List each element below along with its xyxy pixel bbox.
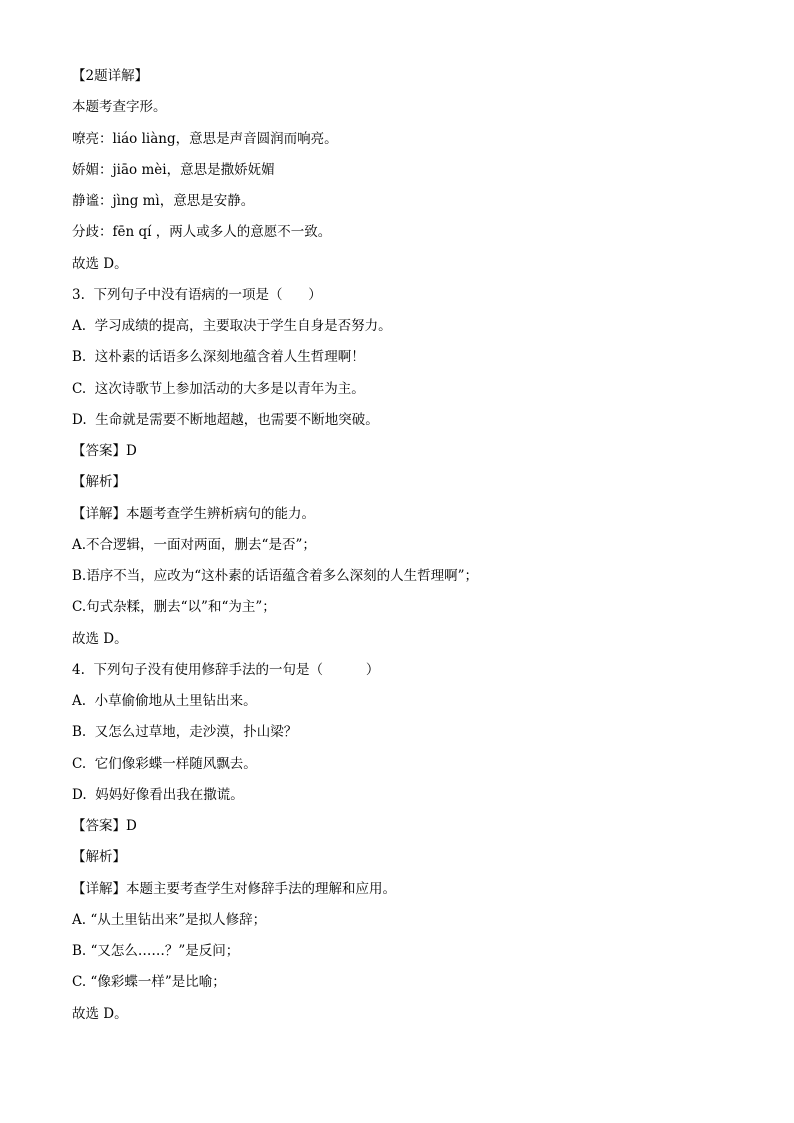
q4-detail-intro: 【详解】本题主要考查学生对修辞手法的理解和应用。 [72, 881, 396, 897]
q2-intro-text: 本题考查字形。 [72, 99, 167, 115]
q4-analysis-heading: 【解析】 [72, 849, 126, 865]
q3-detail-a: A.不合逻辑，一面对两面，删去“是否”； [72, 537, 316, 553]
q2-term-liaoliang: 嘹亮：liáo liàng，意思是声音圆润而响亮。 [72, 131, 338, 147]
q3-answer: 【答案】D [72, 443, 137, 459]
q4-conclusion: 故选 D。 [72, 1006, 128, 1022]
section-heading-q2-explanation: 【2题详解】 [72, 68, 149, 84]
q4-answer: 【答案】D [72, 818, 137, 834]
q3-option-c: C. 这次诗歌节上参加活动的大多是以青年为主。 [72, 381, 365, 397]
q3-option-b: B. 这朴素的话语多么深刻地蕴含着人生哲理啊！ [72, 349, 365, 365]
q4-detail-b: B. “又怎么……？”是反问； [72, 943, 240, 959]
q3-question: 3. 下列句子中没有语病的一项是（ ） [72, 287, 322, 303]
q4-option-c: C. 它们像彩蝶一样随风飘去。 [72, 756, 257, 772]
q2-term-jiaomei: 娇媚：jiāo mèi，意思是撒娇妩媚 [72, 162, 275, 178]
q3-detail-c: C.句式杂糅，删去“以”和“为主”； [72, 599, 276, 615]
q2-term-jingmi: 静谧：jìng mì，意思是安静。 [72, 193, 255, 209]
q3-analysis-heading: 【解析】 [72, 474, 126, 490]
q2-conclusion: 故选 D。 [72, 256, 128, 272]
q4-option-a: A. 小草偷偷地从土里钻出来。 [72, 693, 257, 709]
q2-term-fenqi: 分歧：fēn qí ，两人或多人的意愿不一致。 [72, 224, 332, 240]
q4-option-d: D. 妈妈好像看出我在撒谎。 [72, 787, 244, 803]
q3-option-d: D. 生命就是需要不断地超越，也需要不断地突破。 [72, 412, 379, 428]
q3-option-a: A. 学习成绩的提高，主要取决于学生自身是否努力。 [72, 318, 392, 334]
q3-conclusion: 故选 D。 [72, 631, 128, 647]
q4-question: 4. 下列句子没有使用修辞手法的一句是（ ） [72, 662, 380, 678]
q4-detail-a: A. “从土里钻出来”是拟人修辞； [72, 912, 267, 928]
q4-option-b: B. 又怎么过草地，走沙漠，扑山梁？ [72, 724, 298, 740]
q3-detail-b: B.语序不当，应改为“这朴素的话语蕴含着多么深刻的人生哲理啊”； [72, 568, 479, 584]
q4-detail-c: C. “像彩蝶一样”是比喻； [72, 974, 226, 990]
q3-detail-intro: 【详解】本题考查学生辨析病句的能力。 [72, 506, 315, 522]
